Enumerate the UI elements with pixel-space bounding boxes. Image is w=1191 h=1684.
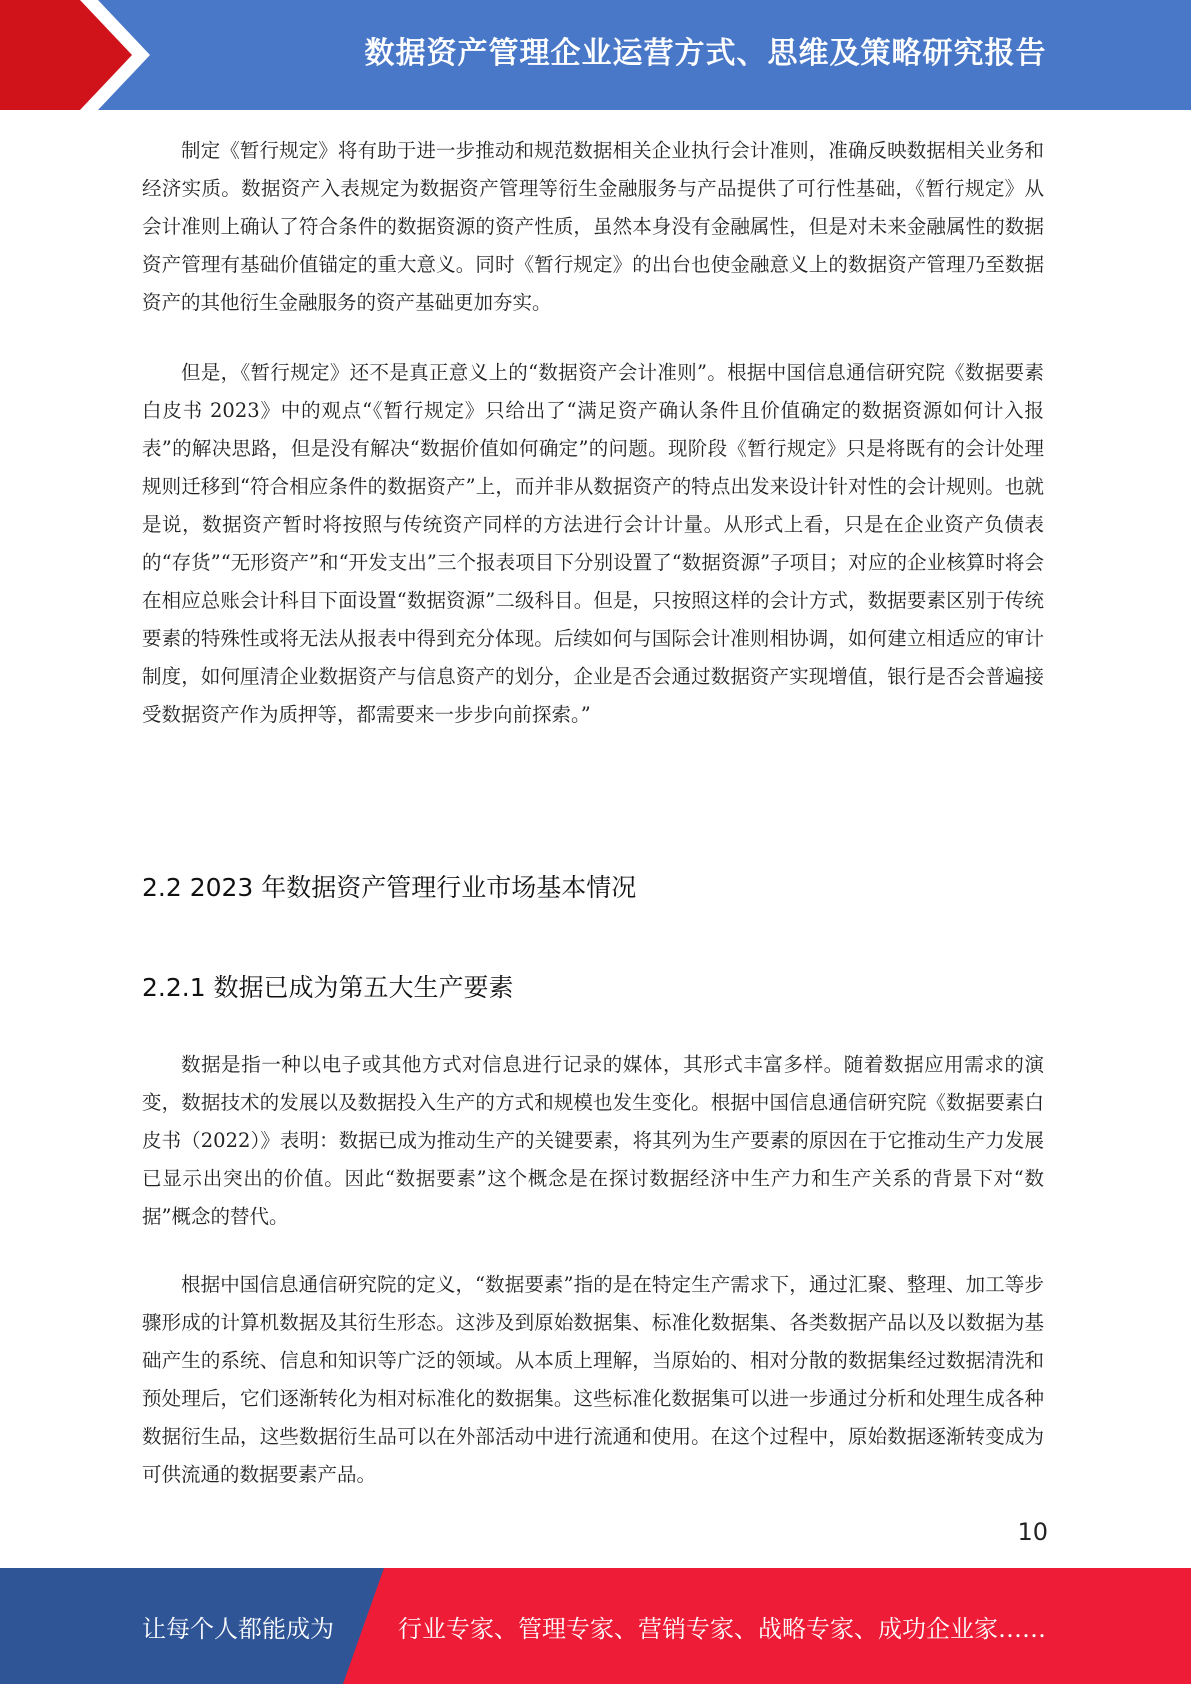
page-number: 10 bbox=[1017, 1518, 1048, 1546]
footer-slogan-right: 行业专家、管理专家、营销专家、战略专家、成功企业家…… bbox=[398, 1614, 1046, 1643]
section-heading: 2.2 2023 年数据资产管理行业市场基本情况 bbox=[142, 873, 637, 902]
body-paragraph: 但是，《暂行规定》还不是真正意义上的“数据资产会计准则”。根据中国信息通信研究院《数据要素白皮书 2023》中的观点“《暂行规定》只给出了“满足资产确认条件且价值确定的数据资源如何计入报表”的解决思路，但是没有解决“数据价值如何确定”的问题。现阶段《暂行规定》只是将既有的会计处理规则迁移到“符合相应条件的数据资产”上，而并非从数据资产的特点出发来设计针对性的会计规则。也就是说，数据资产暂时将按照与传统资产同样的方法进行会计计量。从形式上看，只是在企业资产负债表的“存货”“无形资产”和“开发支出”三个报表项目下分别设置了“数据资源”子项目；对应的企业核算时将会在相应总账会计科目下面设置“数据资源”二级科目。但是，只按照这样的会计方式，数据要素区别于传统要素的特殊性或将无法从报表中得到充分体现。后续如何与国际会计准则相协调，如何建立相适应的审计制度，如何厘清企业数据资产与信息资产的划分，企业是否会通过数据资产实现增值，银行是否会普遍接受数据资产作为质押等，都需要来一步步向前探索。” bbox=[142, 361, 1044, 726]
header-title: 数据资产管理企业运营方式、思维及策略研究报告 bbox=[364, 36, 1047, 71]
body-paragraph: 根据中国信息通信研究院的定义，“数据要素”指的是在特定生产需求下，通过汇聚、整理、加工等步骤形成的计算机数据及其衍生形态。这涉及到原始数据集、标准化数据集、各类数据产品以及以数据为基础产生的系统、信息和知识等广泛的领域。从本质上理解，当原始的、相对分散的数据集经过数据清洗和预处理后，它们逐渐转化为相对标准化的数据集。这些标准化数据集可以进一步通过分析和处理生成各种数据衍生品，这些数据衍生品可以在外部活动中进行流通和使用。在这个过程中，原始数据逐渐转变成为可供流通的数据要素产品。 bbox=[142, 1273, 1044, 1486]
footer-slogan-left: 让每个人都能成为 bbox=[142, 1614, 334, 1643]
page-footer bbox=[0, 1568, 1191, 1684]
body-paragraph: 制定《暂行规定》将有助于进一步推动和规范数据相关企业执行会计准则，准确反映数据相关业务和经济实质。数据资产入表规定为数据资产管理等衍生金融服务与产品提供了可行性基础，《暂行规定》从会计准则上确认了符合条件的数据资源的资产性质，虽然本身没有金融属性，但是对未来金融属性的数据资产管理有基础价值锚定的重大意义。同时《暂行规定》的出台也使金融意义上的数据资产管理乃至数据资产的其他衍生金融服务的资产基础更加夯实。 bbox=[142, 139, 1044, 314]
page-header bbox=[0, 0, 1191, 110]
body-paragraph: 数据是指一种以电子或其他方式对信息进行记录的媒体，其形式丰富多样。随着数据应用需求的演变，数据技术的发展以及数据投入生产的方式和规模也发生变化。根据中国信息通信研究院《数据要素白皮书（2022）》表明：数据已成为推动生产的关键要素，将其列为生产要素的原因在于它推动生产力发展已显示出突出的价值。因此“数据要素”这个概念是在探讨数据经济中生产力和生产关系的背景下对“数据”概念的替代。 bbox=[142, 1053, 1044, 1228]
subsection-heading: 2.2.1 数据已成为第五大生产要素 bbox=[142, 973, 514, 1002]
